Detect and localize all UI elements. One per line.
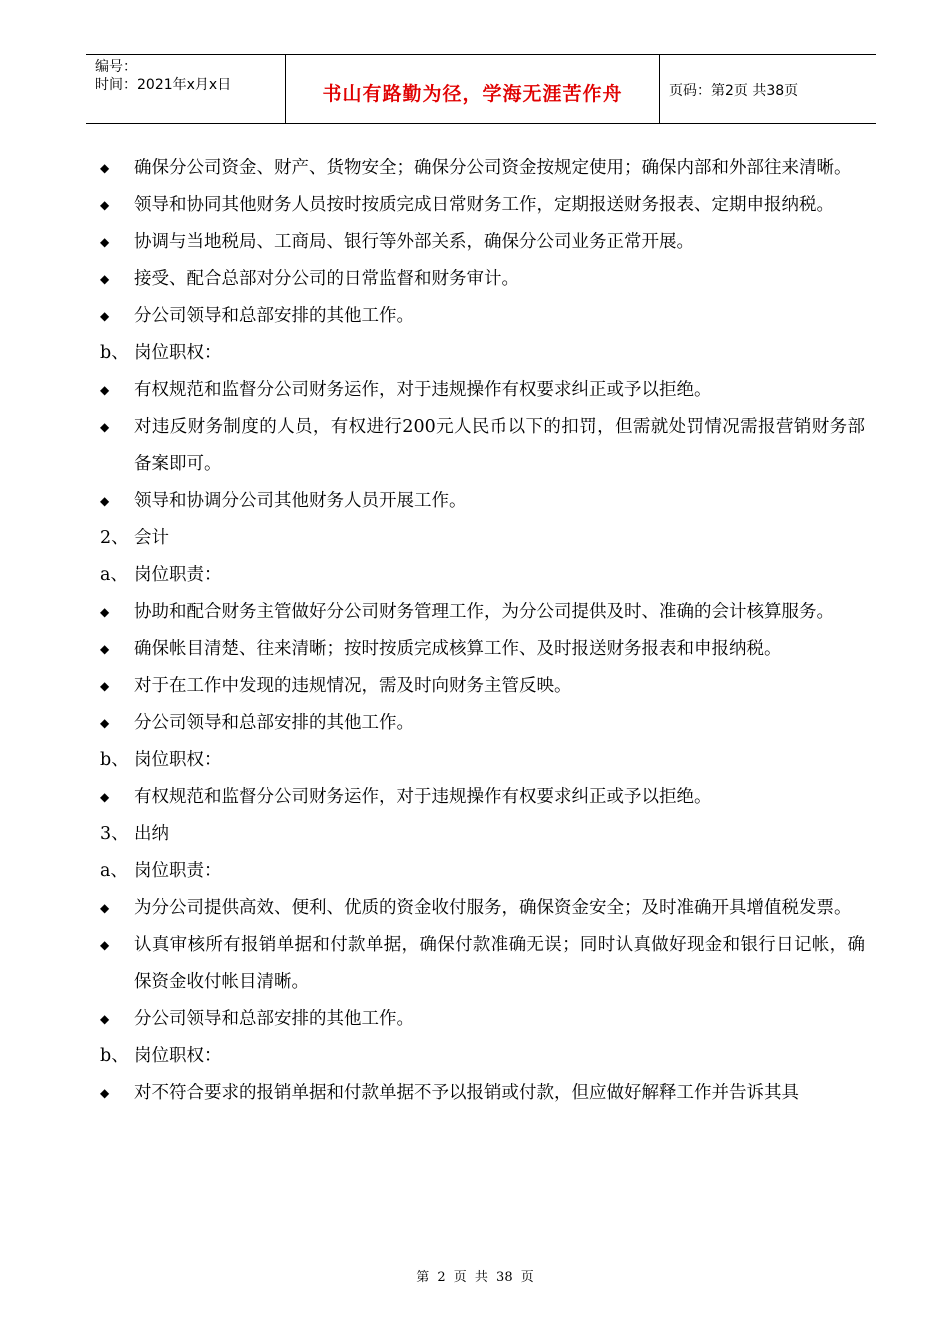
item-text: 出纳 <box>134 824 169 844</box>
item-marker: b、 <box>100 343 129 363</box>
item-text: 岗位职责： <box>134 861 222 881</box>
item-text: 分公司领导和总部安排的其他工作。 <box>134 1009 414 1029</box>
diamond-bullet-icon: ◆ <box>100 272 110 286</box>
bullet-item <box>100 1001 865 1038</box>
item-text: 认真审核所有报销单据和付款单据，确保付款准确无误；同时认真做好现金和银行日记帐，确保资金收付帐目清晰。 <box>134 935 865 992</box>
header-motto: 书山有路勤为径，学海无涯苦作舟 <box>286 55 660 123</box>
item-text: 对于在工作中发现的违规情况，需及时向财务主管反映。 <box>134 676 572 696</box>
item-text: 岗位职责： <box>134 565 222 585</box>
diamond-bullet-icon: ◆ <box>100 235 110 249</box>
bullet-item <box>100 150 865 187</box>
section-heading <box>100 557 865 594</box>
diamond-bullet-icon: ◆ <box>100 679 110 693</box>
bullet-item <box>100 705 865 742</box>
item-text: 岗位职权： <box>134 343 222 363</box>
bullet-item <box>100 890 865 927</box>
item-text: 会计 <box>134 528 169 548</box>
item-text: 分公司领导和总部安排的其他工作。 <box>134 713 414 733</box>
item-text: 有权规范和监督分公司财务运作，对于违规操作有权要求纠正或予以拒绝。 <box>134 787 712 807</box>
item-text: 分公司领导和总部安排的其他工作。 <box>134 306 414 326</box>
item-text: 领导和协同其他财务人员按时按质完成日常财务工作，定期报送财务报表、定期申报纳税。 <box>134 195 834 215</box>
diamond-bullet-icon: ◆ <box>100 1086 110 1100</box>
bullet-item <box>100 483 865 520</box>
diamond-bullet-icon: ◆ <box>100 938 110 952</box>
item-text: 有权规范和监督分公司财务运作，对于违规操作有权要求纠正或予以拒绝。 <box>134 380 712 400</box>
document-body <box>100 150 865 1112</box>
section-heading <box>100 335 865 372</box>
item-text: 确保帐目清楚、往来清晰；按时按质完成核算工作、及时报送财务报表和申报纳税。 <box>134 639 782 659</box>
item-text: 为分公司提供高效、便利、优质的资金收付服务，确保资金安全；及时准确开具增值税发票。 <box>134 898 852 918</box>
item-text: 领导和协调分公司其他财务人员开展工作。 <box>134 491 467 511</box>
bullet-item <box>100 187 865 224</box>
header-info-cell <box>86 55 286 123</box>
diamond-bullet-icon: ◆ <box>100 716 110 730</box>
diamond-bullet-icon: ◆ <box>100 901 110 915</box>
diamond-bullet-icon: ◆ <box>100 605 110 619</box>
bullet-item <box>100 409 865 483</box>
page-header <box>86 54 876 124</box>
bullet-item <box>100 668 865 705</box>
bullet-item <box>100 1075 865 1112</box>
number-label: 编号： <box>95 59 137 75</box>
header-page-code: 页码：第2页 共38页 <box>669 83 799 99</box>
item-text: 协助和配合财务主管做好分公司财务管理工作，为分公司提供及时、准确的会计核算服务。 <box>134 602 834 622</box>
bullet-item <box>100 261 865 298</box>
section-heading <box>100 853 865 890</box>
diamond-bullet-icon: ◆ <box>100 309 110 323</box>
item-text: 对不符合要求的报销单据和付款单据不予以报销或付款，但应做好解释工作并告诉其具 <box>134 1083 799 1103</box>
section-heading <box>100 1038 865 1075</box>
item-text: 协调与当地税局、工商局、银行等外部关系，确保分公司业务正常开展。 <box>134 232 694 252</box>
page-footer: 第 2 页 共 38 页 <box>416 1270 534 1285</box>
item-text: 岗位职权： <box>134 750 222 770</box>
diamond-bullet-icon: ◆ <box>100 790 110 804</box>
item-text: 确保分公司资金、财产、货物安全；确保分公司资金按规定使用；确保内部和外部往来清晰。 <box>134 158 852 178</box>
bullet-item <box>100 298 865 335</box>
item-marker: a、 <box>100 861 128 881</box>
section-heading <box>100 742 865 779</box>
section-heading <box>100 816 865 853</box>
item-marker: 3、 <box>100 824 129 844</box>
diamond-bullet-icon: ◆ <box>100 420 110 434</box>
bullet-item <box>100 927 865 1001</box>
time-label: 时间：2021年x月x日 <box>95 77 232 93</box>
item-text: 接受、配合总部对分公司的日常监督和财务审计。 <box>134 269 519 289</box>
bullet-item <box>100 779 865 816</box>
item-marker: b、 <box>100 750 129 770</box>
section-heading <box>100 520 865 557</box>
item-text: 岗位职权： <box>134 1046 222 1066</box>
diamond-bullet-icon: ◆ <box>100 161 110 175</box>
bullet-item <box>100 372 865 409</box>
item-marker: a、 <box>100 565 128 585</box>
diamond-bullet-icon: ◆ <box>100 494 110 508</box>
bullet-item <box>100 594 865 631</box>
diamond-bullet-icon: ◆ <box>100 642 110 656</box>
diamond-bullet-icon: ◆ <box>100 1012 110 1026</box>
bullet-item <box>100 631 865 668</box>
item-marker: b、 <box>100 1046 129 1066</box>
item-marker: 2、 <box>100 528 129 548</box>
item-text: 对违反财务制度的人员，有权进行200元人民币以下的扣罚，但需就处罚情况需报营销财务部备案即可。 <box>134 417 865 474</box>
diamond-bullet-icon: ◆ <box>100 198 110 212</box>
bullet-item <box>100 224 865 261</box>
diamond-bullet-icon: ◆ <box>100 383 110 397</box>
